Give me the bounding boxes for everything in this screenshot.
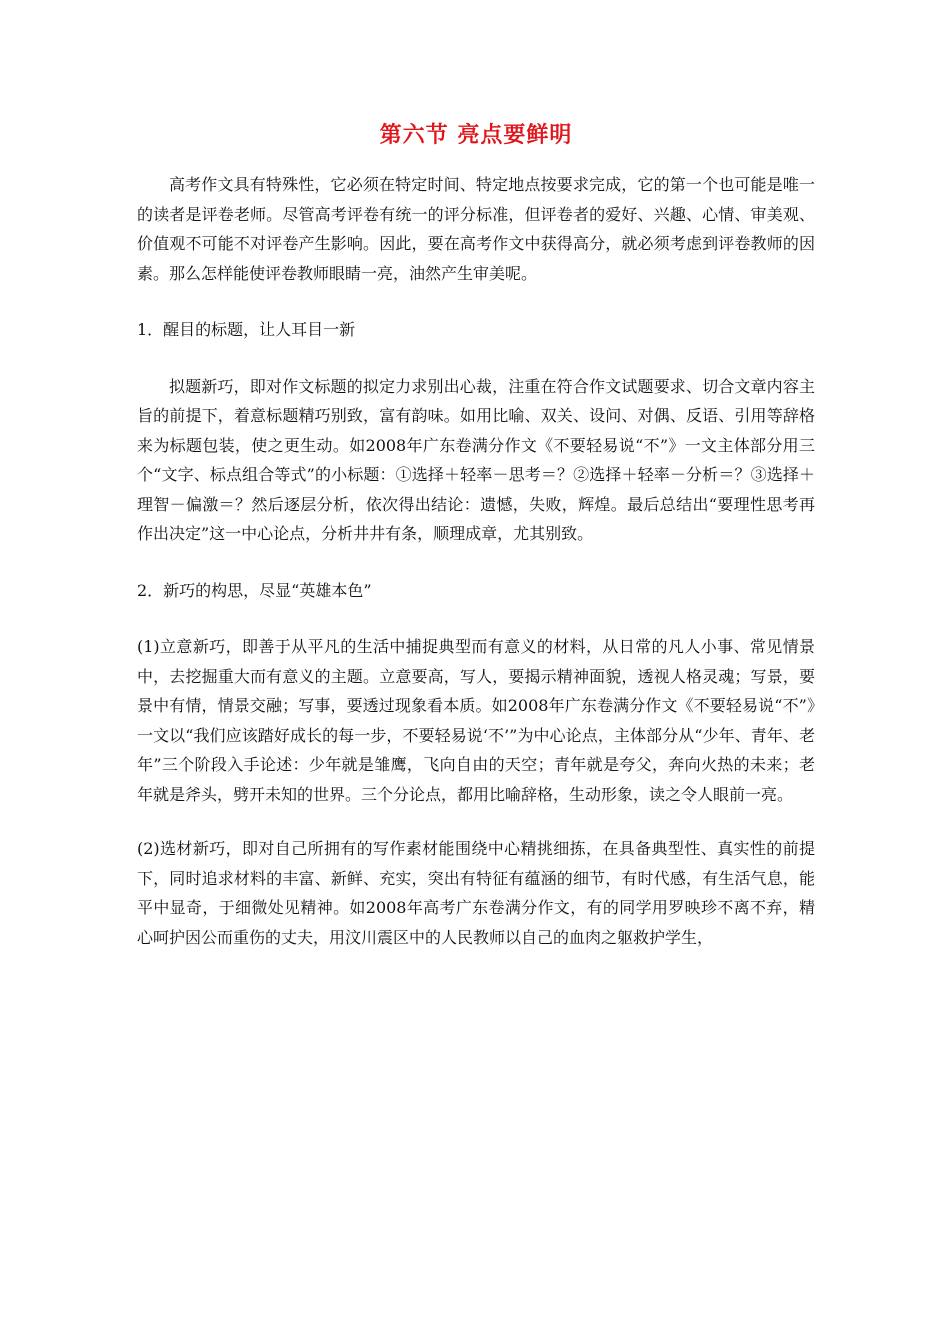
section-1-paragraph: 拟题新巧，即对作文标题的拟定力求别出心裁，注重在符合作文试题要求、切合文章内容主旨的前提下，着意标题精巧别致，富有韵味。如用比喻、双关、设问、对偶、反语、引用等辞格来为标题包装，使之更生动。如2008年广东卷满分作文《不要轻易说“不”》一文主体部分用三个“文字、标点组合等式”的小标题：①选择＋轻率－思考＝？②选择＋轻率－分析＝？③选择＋理智－偏激＝？然后逐层分析，依次得出结论：遗憾，失败，辉煌。最后总结出“要理性思考再作出决定”这一中心论点，分析井井有条，顺理成章，尤其别致。 [137, 376, 815, 543]
page-title: 第六节 亮点要鲜明 [379, 123, 573, 148]
spacer [137, 809, 815, 834]
document-page [137, 118, 815, 952]
section-1-heading: 1．醒目的标题，让人耳目一新 [137, 320, 356, 339]
intro-paragraph: 高考作文具有特殊性，它必须在特定时间、特定地点按要求完成，它的第一个也可能是唯一的读者是评卷老师。尽管高考评卷有统一的评分标准，但评卷者的爱好、兴趣、心情、审美观、价值观不可能不对评卷产生影响。因此，要在高考作文中获得高分，就必须考虑到评卷教师的因素。那么怎样能使评卷教师眼睛一亮，油然产生审美呢。 [137, 175, 815, 283]
spacer [137, 288, 815, 315]
section-2-heading: 2．新巧的构思，尽显“英雄本色” [137, 580, 372, 600]
section-2-item-2-paragraph: (2)选材新巧，即对自己所拥有的写作素材能围绕中心精挑细拣，在具备典型性、真实性的前提下，同时追求材料的丰富、新鲜、充实，突出有特征有蕴涵的细节，有时代感，有生活气息，能平中显奇，于细微处见精神。如2008年高考广东卷满分作文，有的同学用罗映珍不离不弃，精心呵护因公而重伤的丈夫，用汶川震区中的人民教师以自己的血肉之躯救护学生， [137, 839, 815, 947]
spacer [137, 345, 815, 372]
spacer [137, 549, 815, 576]
section-2-item-1-paragraph: (1)立意新巧，即善于从平凡的生活中捕捉典型而有意义的材料，从日常的凡人小事、常见情景中，去挖掘重大而有意义的主题。立意要高，写人，要揭示精神面貌，透视人格灵魂；写景，要景中有情，情景交融；写事，要透过现象看本质。如2008年广东卷满分作文《不要轻易说“不”》一文以“我们应该踏好成长的每一步，不要轻易说‘不’”为中心论点，主体部分从“少年、青年、老年”三个阶段入手论述：少年就是雏鹰，飞向自由的天空；青年就是夸父，奔向火热的未来；老年就是斧头，劈开未知的世界。三个分论点，都用比喻辞格，生动形象，读之令人眼前一亮。 [137, 637, 815, 804]
spacer [137, 605, 815, 632]
